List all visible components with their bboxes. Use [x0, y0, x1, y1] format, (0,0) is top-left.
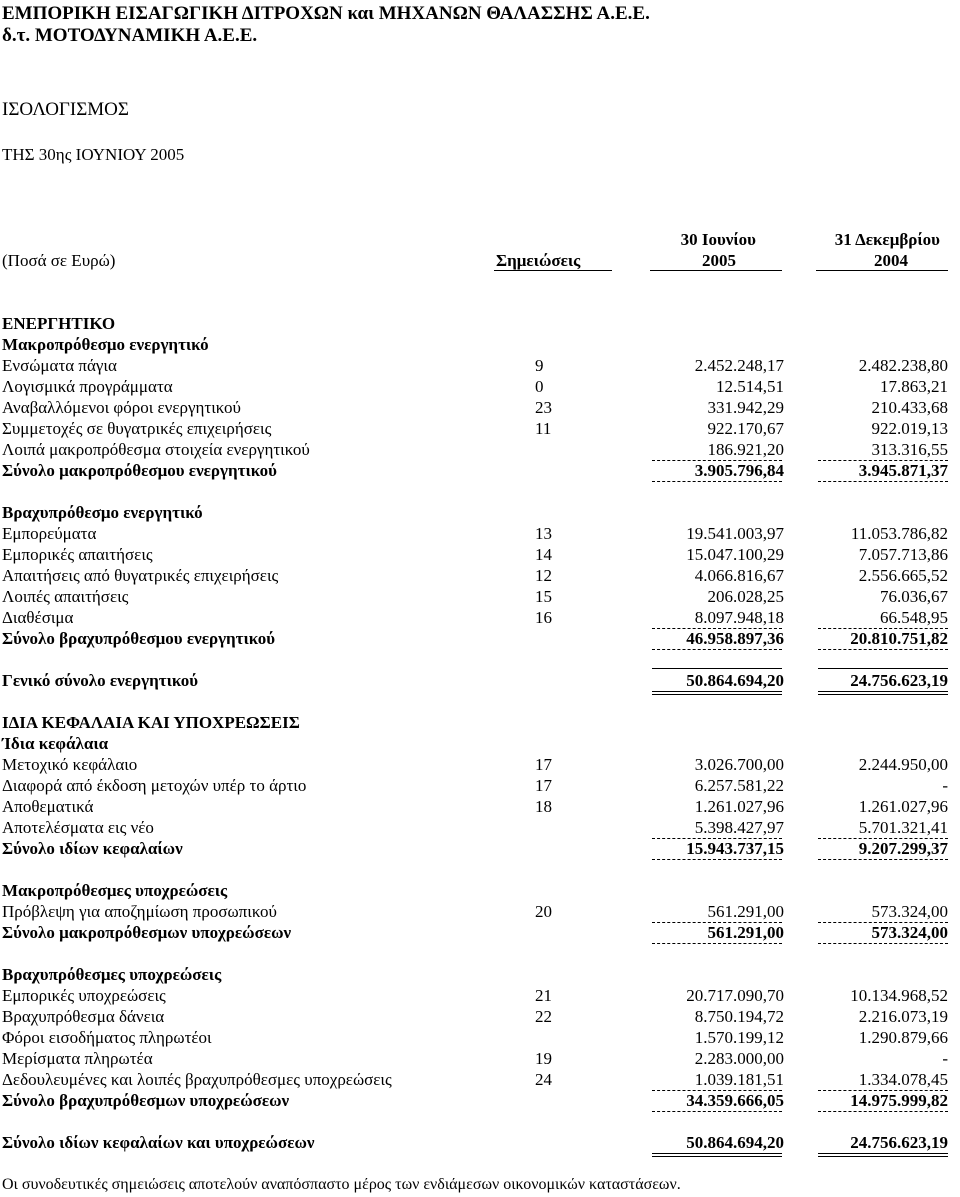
table-row: Πρόβλεψη για αποζημίωση προσωπικού 20 561.291,00 573.324,00 — [2, 902, 948, 921]
total-rule — [818, 668, 948, 669]
table-row: Μετοχικό κεφάλαιο 17 3.026.700,00 2.244.950,00 — [2, 755, 948, 774]
table-row: Διαθέσιμα 16 8.097.948,18 66.548,95 — [2, 608, 948, 627]
subtotal-rule — [818, 481, 948, 482]
total-rule — [818, 1153, 948, 1154]
notes-header-underline — [494, 270, 612, 271]
subtotal-rule — [652, 649, 782, 650]
company-name: ΕΜΠΟΡΙΚΗ ΕΙΣΑΓΩΓΙΚΗ ΔΙΤΡΟΧΩΝ και ΜΗΧΑΝΩΝ ΘΑΛΑΣΣΗΣ Α.Ε.Ε. — [2, 3, 650, 24]
table-row: Αναβαλλόμενοι φόροι ενεργητικού 23 331.942,29 210.433,68 — [2, 398, 948, 417]
table-row: Διαφορά από έκδοση μετοχών υπέρ το άρτιο 17 6.257.581,22 - — [2, 776, 948, 795]
column-header-row-2 — [0, 251, 960, 271]
company-trade-name: δ.τ. ΜΟΤΟΔΥΝΑΜΙΚΗ Α.Ε.Ε. — [2, 25, 258, 46]
col-2004-date: 31 Δεκεμβρίου — [834, 230, 940, 249]
equity-total-row: Σύνολο ιδίων κεφαλαίων 15.943.737,15 9.207.299,37 — [2, 839, 948, 858]
subtotal-rule — [652, 859, 782, 860]
subtotal-rule — [652, 943, 782, 944]
total-rule — [818, 1156, 948, 1157]
table-row: Αποτελέσματα εις νέο 5.398.427,97 5.701.321,41 — [2, 818, 948, 837]
current-assets-title: Βραχυπρόθεσμο ενεργητικό — [2, 503, 203, 522]
table-row: Εμπορεύματα 13 19.541.003,97 11.053.786,82 — [2, 524, 948, 543]
assets-grand-total-row: Γενικό σύνολο ενεργητικού 50.864.694,20 24.756.623,19 — [2, 671, 948, 690]
table-row: Λοιπά μακροπρόθεσμα στοιχεία ενεργητικού 186.921,20 313.316,55 — [2, 440, 948, 459]
table-row: Συμμετοχές σε θυγατρικές επιχειρήσεις 11 922.170,67 922.019,13 — [2, 419, 948, 438]
col-2004-year: 2004 — [874, 251, 908, 270]
noncurrent-assets-title: Μακροπρόθεσμο ενεργητικό — [2, 335, 209, 354]
col-2004-underline — [816, 270, 948, 271]
table-row: Βραχυπρόθεσμα δάνεια 22 8.750.194,72 2.216.073,19 — [2, 1007, 948, 1026]
total-rule — [818, 694, 948, 695]
subtotal-rule — [818, 943, 948, 944]
notes-column-header: Σημειώσεις — [496, 251, 581, 270]
table-row: Αποθεματικά 18 1.261.027,96 1.261.027,96 — [2, 797, 948, 816]
subtotal-rule — [652, 1111, 782, 1112]
col-2005-underline — [650, 270, 782, 271]
table-row: Εμπορικές απαιτήσεις 14 15.047.100,29 7.057.713,86 — [2, 545, 948, 564]
total-rule — [652, 1153, 782, 1154]
subtotal-rule — [818, 1111, 948, 1112]
total-rule — [818, 691, 948, 692]
table-row: Λοιπές απαιτήσεις 15 206.028,25 76.036,67 — [2, 587, 948, 606]
document-title: ΙΣΟΛΟΓΙΣΜΟΣ — [2, 99, 129, 120]
total-rule — [652, 1156, 782, 1157]
column-header-row-1 — [0, 230, 960, 250]
col-2005-date: 30 Ιουνίου — [680, 230, 756, 249]
currency-note: (Ποσά σε Ευρώ) — [2, 251, 116, 270]
document-date: ΤΗΣ 30ης ΙΟΥΝΙΟΥ 2005 — [2, 145, 185, 164]
lt-total-row: Σύνολο μακροπρόθεσμων υποχρεώσεων 561.291,00 573.324,00 — [2, 923, 948, 942]
subtotal-rule — [652, 481, 782, 482]
total-rule — [652, 694, 782, 695]
assets-title: ΕΝΕΡΓΗΤΙΚΟ — [2, 314, 116, 333]
noncurrent-total-row: Σύνολο μακροπρόθεσμου ενεργητικού 3.905.796,84 3.945.871,37 — [2, 461, 948, 480]
table-row: Λογισμικά προγράμματα 0 12.514,51 17.863,21 — [2, 377, 948, 396]
col-2005-year: 2005 — [702, 251, 736, 270]
subtotal-rule — [818, 649, 948, 650]
lt-liabilities-title: Μακροπρόθεσμες υποχρεώσεις — [2, 881, 228, 900]
table-row: Εμπορικές υποχρεώσεις 21 20.717.090,70 10.134.968,52 — [2, 986, 948, 1005]
table-row: Φόροι εισοδήματος πληρωτέοι 1.570.199,12 1.290.879,66 — [2, 1028, 948, 1047]
table-row: Δεδουλευμένες και λοιπές βραχυπρόθεσμες υποχρεώσεις 24 1.039.181,51 1.334.078,45 — [2, 1070, 948, 1089]
footer-note: Οι συνοδευτικές σημειώσεις αποτελούν αναπόσπαστο μέρος των ενδιάμεσων οικονομικών καταστάσεων. — [2, 1176, 681, 1193]
equity-title: Ίδια κεφάλαια — [2, 734, 109, 753]
liabilities-grand-total-row: Σύνολο ιδίων κεφαλαίων και υποχρεώσεων 50.864.694,20 24.756.623,19 — [2, 1133, 948, 1152]
liabilities-title: ΙΔΙΑ ΚΕΦΑΛΑΙΑ ΚΑΙ ΥΠΟΧΡΕΩΣΕΙΣ — [2, 713, 300, 732]
total-rule — [652, 668, 782, 669]
table-row: Μερίσματα πληρωτέα 19 2.283.000,00 - — [2, 1049, 948, 1068]
subtotal-rule — [818, 859, 948, 860]
table-row: Απαιτήσεις από θυγατρικές επιχειρήσεις 12 4.066.816,67 2.556.665,52 — [2, 566, 948, 585]
current-total-row: Σύνολο βραχυπρόθεσμου ενεργητικού 46.958.897,36 20.810.751,82 — [2, 629, 948, 648]
st-liabilities-title: Βραχυπρόθεσμες υποχρεώσεις — [2, 965, 222, 984]
total-rule — [652, 691, 782, 692]
table-row: Ενσώματα πάγια 9 2.452.248,17 2.482.238,80 — [2, 356, 948, 375]
st-total-row: Σύνολο βραχυπρόθεσμων υποχρεώσεων 34.359.666,05 14.975.999,82 — [2, 1091, 948, 1110]
